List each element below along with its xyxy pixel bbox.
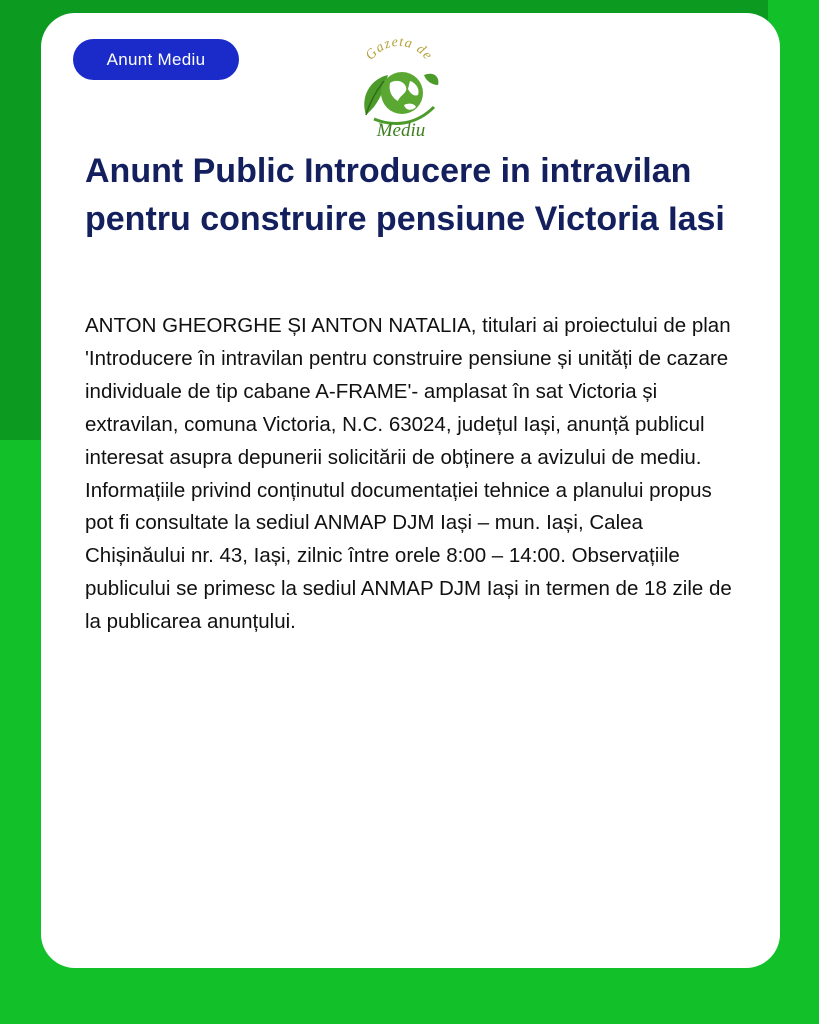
logo-text-top: Gazeta de	[362, 35, 436, 64]
article-body: ANTON GHEORGHE ȘI ANTON NATALIA, titulari ai proiectului de plan 'Introducere în intravilan pentru construire pensiune și unități de cazare individuale de tip cabane A-FRAME'- amplasat în sat Victoria și extravilan, comuna Victoria, N.C. 63024, județul Iași, anunță publicul interesat asupra depunerii solicitării de obținere a avizului de mediu. Informațiile privind conținutul documentației tehnice a planului propus pot fi consultate la sediul ANMAP DJM Iași – mun. Iași, Calea Chișinăului nr. 43, Iași, zilnic între orele 8:00 – 14:00. Observațiile publicului se primesc la sediul ANMAP DJM Iași in termen de 18 zile de la publicarea anunțului.	[85, 314, 732, 634]
announcement-card	[41, 13, 780, 968]
category-badge[interactable]: Anunt Mediu	[73, 39, 239, 80]
globe-leaf-icon	[354, 35, 444, 139]
logo-text-bottom: Mediu	[376, 120, 426, 139]
gazeta-de-mediu-logo	[354, 35, 444, 139]
article-title: Anunt Public Introducere in intravilan pentru construire pensiune Victoria Iasi	[85, 152, 725, 238]
